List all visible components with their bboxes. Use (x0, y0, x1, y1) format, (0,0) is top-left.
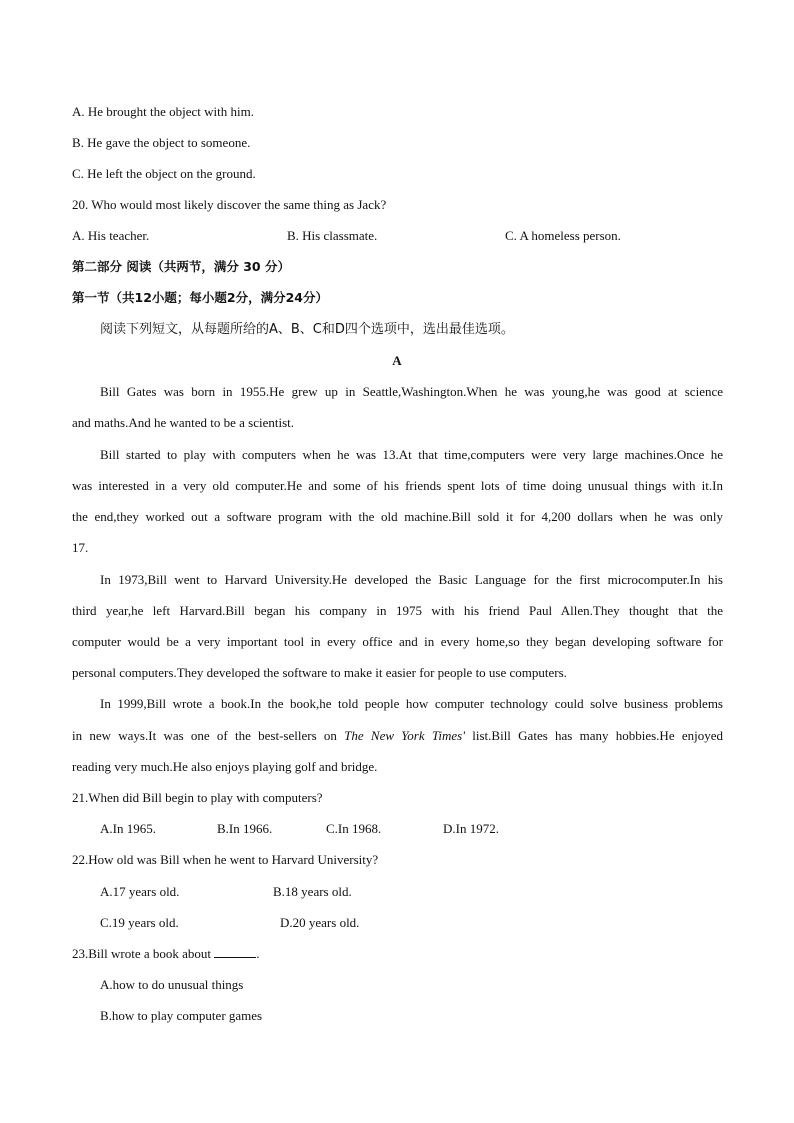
passage-p3-line2: third year,he left Harvard.Bill began his company in 1975 with his friend Paul Allen.They thought that the (72, 603, 723, 618)
q23-option-b: B.how to play computer games (100, 1008, 263, 1023)
passage-p3-line4: personal computers.They developed the software to make it easier for people to use computers. (72, 665, 567, 680)
q23-stem-suffix: . (256, 946, 260, 961)
passage-p3-line3: computer would be a very important tool in every office and in every home,so they began developing software for (72, 634, 723, 649)
passage-p2-line3: the end,they worked out a software program with the old machine.Bill sold it for 4,200 dollars when he was only (72, 509, 723, 524)
passage-p4-line3: reading very much.He also enjoys playing golf and bridge. (72, 759, 378, 774)
q21-option-c: C.In 1968. (326, 821, 382, 836)
passage-p4-line1: In 1999,Bill wrote a book.In the book,he told people how computer technology could solve business problems (100, 696, 723, 711)
q19-option-a: A. He brought the object with him. (72, 104, 254, 119)
passage-p4-line2-b: list.Bill Gates has many hobbies.He enjoyed (465, 728, 723, 743)
passage-p2-line1: Bill started to play with computers when he was 13.At that time,computers were very large machines.Once he (100, 447, 723, 462)
passage-p4-line2 (72, 728, 723, 744)
passage-label: A (392, 353, 402, 368)
passage-p1-line2: and maths.And he wanted to be a scientist. (72, 415, 295, 430)
newspaper-title: The New York Times' (344, 728, 466, 743)
section1-heading: 第一节（共12小题；每小题2分，满分24分） (72, 290, 328, 305)
passage-p1-line1: Bill Gates was born in 1955.He grew up in Seattle,Washington.When he was young,he was good at science (100, 384, 723, 399)
q20-option-b: B. His classmate. (287, 228, 378, 243)
q21-option-b: B.In 1966. (217, 821, 273, 836)
answer-blank (214, 946, 256, 958)
passage-p4-line2-a: in new ways.It was one of the best-sellers on (72, 728, 345, 743)
q21-option-d: D.In 1972. (443, 821, 499, 836)
q23-stem (72, 946, 260, 962)
passage-p2-line2: was interested in a very old computer.He and some of his friends spent lots of time doing unusual things with it.In (72, 478, 723, 493)
part2-heading: 第二部分 阅读（共两节，满分 30 分） (72, 259, 290, 274)
q20-option-c: C. A homeless person. (505, 228, 621, 243)
passage-p3-line1: In 1973,Bill went to Harvard University.He developed the Basic Language for the first microcomputer.In his (100, 572, 723, 587)
q21-option-a: A.In 1965. (100, 821, 156, 836)
reading-instruction: 阅读下列短文，从每题所给的A、B、C和D四个选项中，选出最佳选项。 (100, 322, 514, 337)
passage-p2-line4: 17. (72, 540, 89, 555)
q22-stem: 22.How old was Bill when he went to Harvard University? (72, 852, 379, 867)
q21-stem: 21.When did Bill begin to play with computers? (72, 790, 323, 805)
q20-stem: 20. Who would most likely discover the same thing as Jack? (72, 197, 387, 212)
q23-stem-prefix: 23.Bill wrote a book about (72, 946, 215, 961)
q23-option-a: A.how to do unusual things (100, 977, 244, 992)
q22-option-a: A.17 years old. (100, 884, 180, 899)
q20-option-a: A. His teacher. (72, 228, 150, 243)
q19-option-c: C. He left the object on the ground. (72, 166, 256, 181)
q19-option-b: B. He gave the object to someone. (72, 135, 251, 150)
q22-option-d: D.20 years old. (280, 915, 360, 930)
q22-option-c: C.19 years old. (100, 915, 179, 930)
q22-option-b: B.18 years old. (273, 884, 352, 899)
